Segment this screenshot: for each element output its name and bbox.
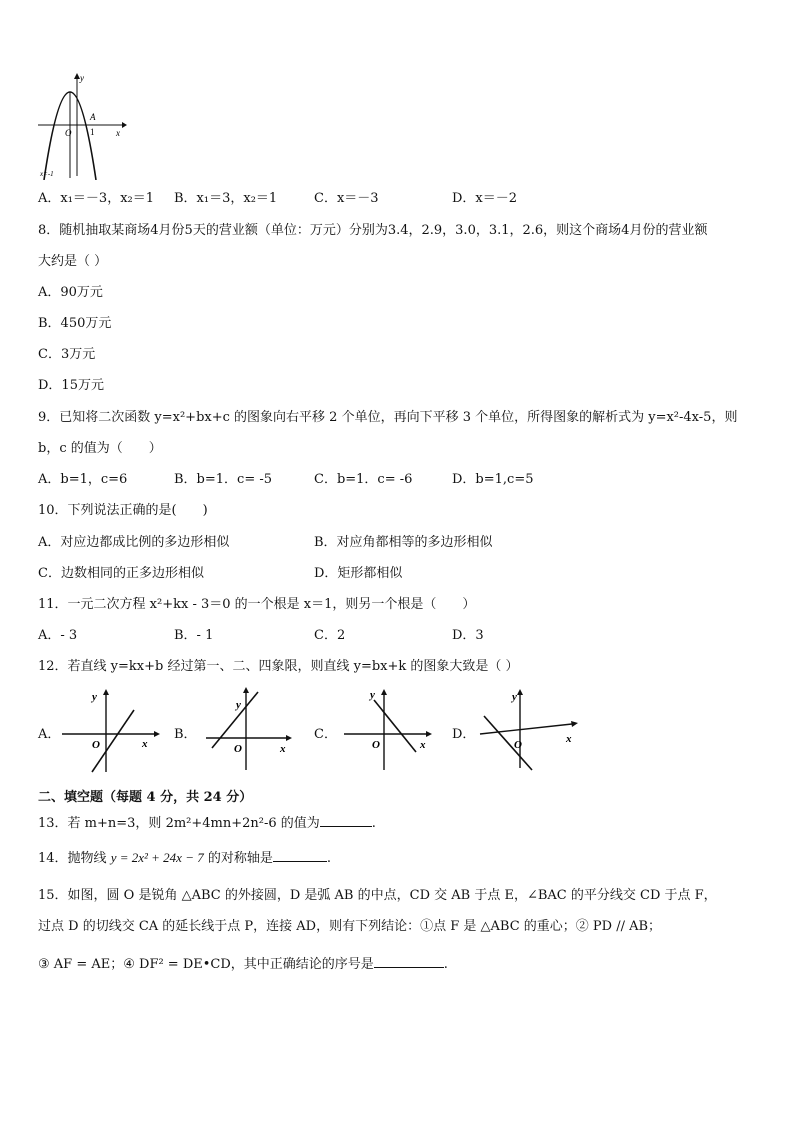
q12c-line [374,700,416,752]
q12b-line [212,692,258,748]
q10-option-c: C．边数相同的正多边形相似 [38,566,204,581]
q12a-label-o: O [92,739,100,751]
q12-graph-a [58,688,168,774]
q9-option-c: C．b=1．c= -6 [314,472,413,487]
q12-option-c-label: C． [314,727,337,742]
q9-option-b: B．b=1．c= -5 [174,472,273,487]
q7-label-o: O [65,128,72,138]
q12b-label-o: O [234,743,242,755]
q10-stem: 10．下列说法正确的是( ) [38,503,208,518]
q11-option-c: C．2 [314,628,346,643]
q12d-y-arrow [517,689,523,695]
q12b-label-y: y [236,699,241,711]
q12b-x-arrow [286,735,292,741]
q7-label-y: y [80,73,84,83]
q14-end: . [326,851,332,866]
q12d-label-o: O [514,739,522,751]
q15-line3: ③ AF = AE；④ DF² = DE•CD，其中正确结论的序号是 [38,957,374,972]
q12-option-d-label: D． [452,727,476,742]
q12-graph-c [340,686,440,774]
q8-stem-line2: 大约是（ ） [38,254,108,269]
q7-option-d: D．x＝－2 [452,191,518,206]
q10-option-a: A．对应边都成比例的多边形相似 [38,535,230,550]
q9-stem-line1: 9．已知将二次函数 y=x²+bx+c 的图象向右平移 2 个单位，再向下平移 3 个单位，所得图象的解析式为 y=x²-4x-5，则 [38,410,738,425]
q12a-y-arrow [103,689,109,695]
q12b-label-x: x [280,743,286,755]
section-2-title: 二、填空题（每题 4 分，共 24 分） [38,790,253,805]
q14-answer-blank[interactable] [273,849,327,862]
q12-option-b-label: B． [174,727,197,742]
q9-option-d: D．b=1,c=5 [452,472,534,487]
q9-option-a: A．b=1，c=6 [38,472,128,487]
q7-label-a: A [90,112,96,122]
q12-stem: 12．若直线 y=kx+b 经过第一、二、四象限，则直线 y=bx+k 的图象大致是（ ） [38,659,519,674]
q15-answer-blank[interactable] [374,955,444,968]
q8-option-b: B．450万元 [38,316,112,331]
q8-option-d: D．15万元 [38,378,104,393]
q11-option-b: B．- 1 [174,628,214,643]
q12d-label-x: x [566,733,572,745]
q14-text-pre: 14．抛物线 [38,851,107,866]
q11-option-a: A．- 3 [38,628,78,643]
q13-answer-blank[interactable] [320,814,372,827]
q15-end: . [443,957,448,972]
q10-option-b: B．对应角都相等的多边形相似 [314,535,493,550]
q12c-label-y: y [370,689,375,701]
q11-stem: 11．一元二次方程 x²+kx - 3＝0 的一个根是 x＝1，则另一个根是（ ） [38,597,476,612]
q14-line [38,847,331,866]
q12a-label-y: y [92,691,97,703]
q15-line2: 过点 D 的切线交 CA 的延长线于点 P，连接 AD，则有下列结论：①点 F 是 △ABC 的重心；② PD // AB； [38,919,662,934]
q7-label-x: x [116,128,120,138]
q12d-x-arrow [571,721,578,727]
q13-line [38,812,376,831]
q7-label-one: 1 [90,127,95,137]
q12c-y-arrow [381,689,387,695]
q15-line3-row [38,953,448,972]
q7-label-axis-line: x=-1 [40,170,54,178]
q7-option-c: C．x＝－3 [314,191,379,206]
q12d-line [484,716,532,770]
q13-text: 13．若 m+n=3，则 2m²+4mn+2n²-6 的值为 [38,816,320,831]
q14-text-post: 的对称轴是 [207,851,273,866]
q13-end: . [371,816,376,831]
q12-graph-d [474,686,584,774]
q12d-x-axis [480,724,572,734]
q12-graph-b [200,684,300,774]
q7-parabola-figure [36,72,128,180]
q12c-label-x: x [420,739,426,751]
q9-stem-line2: b，c 的值为（ ） [38,441,162,456]
q7-x-arrow [122,122,127,128]
q12c-label-o: O [372,739,380,751]
q8-option-a: A．90万元 [38,285,103,300]
q7-option-b: B．x₁＝3，x₂＝1 [174,191,278,206]
q12c-x-arrow [426,731,432,737]
q8-stem-line1: 8．随机抽取某商场4月份5天的营业额（单位：万元）分别为3.4，2.9，3.0，3.1，2.6，则这个商场4月份的营业额 [38,223,708,238]
q12a-x-arrow [154,731,160,737]
q12d-label-y: y [512,691,517,703]
q11-option-d: D．3 [452,628,484,643]
q8-option-c: C．3万元 [38,347,96,362]
q15-line1: 15．如图，圆 O 是锐角 △ABC 的外接圆，D 是弧 AB 的中点，CD 交 AB 于点 E，∠BAC 的平分线交 CD 于点 F， [38,888,717,903]
q14-expression: y = 2x² + 24x − 7 [110,850,204,865]
q7-option-a: A．x₁＝－3，x₂＝1 [38,191,155,206]
q10-option-d: D．矩形都相似 [314,566,403,581]
q12a-label-x: x [142,738,148,750]
q12-option-a-label: A． [38,727,61,742]
q12b-y-arrow [243,687,249,693]
